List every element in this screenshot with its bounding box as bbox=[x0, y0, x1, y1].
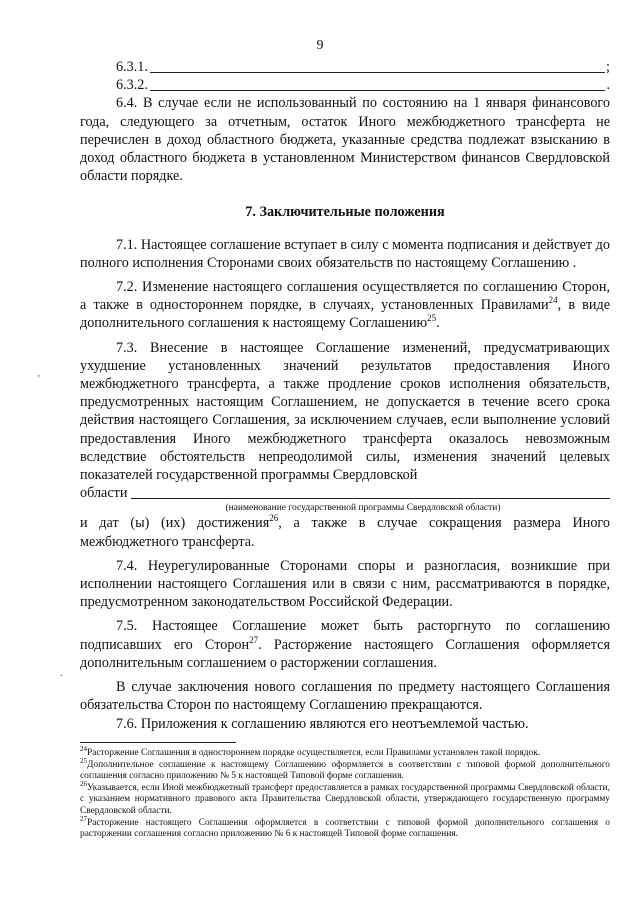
item-6-3-2: 6.3.2. . bbox=[116, 77, 610, 94]
page-number: 9 bbox=[316, 38, 324, 53]
blank-line bbox=[131, 484, 610, 499]
item-7-6: 7.6. Приложения к соглашению являются его неотъемлемой частью. bbox=[116, 715, 529, 732]
footnotes bbox=[80, 742, 610, 841]
section-title: 7. Заключительные положения bbox=[245, 204, 445, 221]
footnote-27: $^{27}$Расторжение настоящего Соглашения оформляется в соответствии с типовой формой дополнительного соглашения о расторжении соглашения согласно приложению № 6 к настоящей Типовой форме соглашения. bbox=[80, 814, 610, 840]
margin-mark: ' bbox=[38, 374, 40, 385]
item-7-1: 7.1. Настоящее соглашение вступает в силу с момента подписания и действует до полного исполнения Сторонами своих обязательств по настоящему Соглашению . bbox=[80, 236, 610, 271]
item-7-3: 7.3. Внесение в настоящее Соглашение изменений, предусматривающих ухудшение установленных значений результатов предоставления Иного межбюджетного трансферта, а также продление сроков исполнения обязательств, предусмотренных настоящим Соглашением, не допускается в течение всего срока действия настоящего Соглашения, за исключением случаев, если выполнение условий предоставления Иного межбюджетного трансферта оказалось невозможным вследствие обстоятельств непреодолимой силы, изменения значений целевых показателей государственной программы Свердловской bbox=[80, 339, 610, 484]
footnote-26: $^{26}$Указывается, если Иной межбюджетный трансферт предоставляется в рамках государственной программы Свердловской области, с указанием нормативного правового акта Правительства Свердловской области, утверждающего государственную программу Свердловской области. bbox=[80, 779, 610, 816]
item-7-3-continued: и дат (ы) (их) достижения$^{26}$, а также в случае сокращения размера Иного межбюджетного трансферта. bbox=[80, 513, 610, 550]
footnote-ref: 26 bbox=[269, 513, 279, 524]
footnote-24: $^{24}$Расторжение Соглашения в одностороннем порядке осуществляется, если Правилами установлен такой порядок. bbox=[80, 745, 541, 758]
blank-line bbox=[150, 76, 606, 91]
item-6-4: 6.4. В случае если не использованный по состоянию на 1 января финансового года, следующего за отчетным, остаток Иного межбюджетного трансферта не перечислен в доход областного бюджета, указанные средства подлежат взысканию в доход областного бюджета в установленном Министерством финансов Свердловской области порядке. bbox=[80, 95, 610, 185]
program-name-line: области bbox=[80, 484, 610, 502]
footnote-rule bbox=[80, 742, 236, 743]
item-7-2: 7.2. Изменение настоящего соглашения осуществляется по соглашению Сторон, а также в одностороннем порядке, в случаях, установленных Правилами$^{24}$, в виде дополнительного соглашения к настоящему Соглашению$^{25}$. bbox=[80, 279, 610, 332]
item-7-4: 7.4. Неурегулированные Сторонами споры и разногласия, возникшие при исполнении настоящего Соглашения или в связи с ним, рассматриваются в порядке, предусмотренном законодательством Российской Федерации. bbox=[80, 557, 610, 611]
document-body bbox=[80, 58, 610, 733]
field-caption: (наименование государственной программы Свердловской области) bbox=[225, 503, 501, 514]
item-7-5-paragraph-2: В случае заключения нового соглашения по предмету настоящего Соглашения обязательства Сторон по настоящему Соглашению прекращаются. bbox=[80, 679, 610, 714]
footnote-25: $^{25}$Дополнительное соглашение к настоящему Соглашению оформляется в соответствии с типовой формой дополнительного соглашения согласно приложению № 5 к настоящей Типовой форме соглашения. bbox=[80, 756, 610, 782]
item-6-3-1: 6.3.1. ; bbox=[116, 59, 610, 75]
footnote-ref: 27 bbox=[249, 634, 259, 645]
blank-line bbox=[150, 58, 605, 73]
item-7-5: 7.5. Настоящее Соглашение может быть расторгнуто по соглашению подписавших его Сторон$^{27}$. Расторжение настоящего Соглашения оформляется дополнительным соглашением о расторжении соглашения. bbox=[80, 618, 611, 671]
margin-mark: . bbox=[60, 668, 63, 679]
footnote-ref: 24 bbox=[548, 295, 558, 306]
footnote-ref: 25 bbox=[427, 313, 437, 324]
